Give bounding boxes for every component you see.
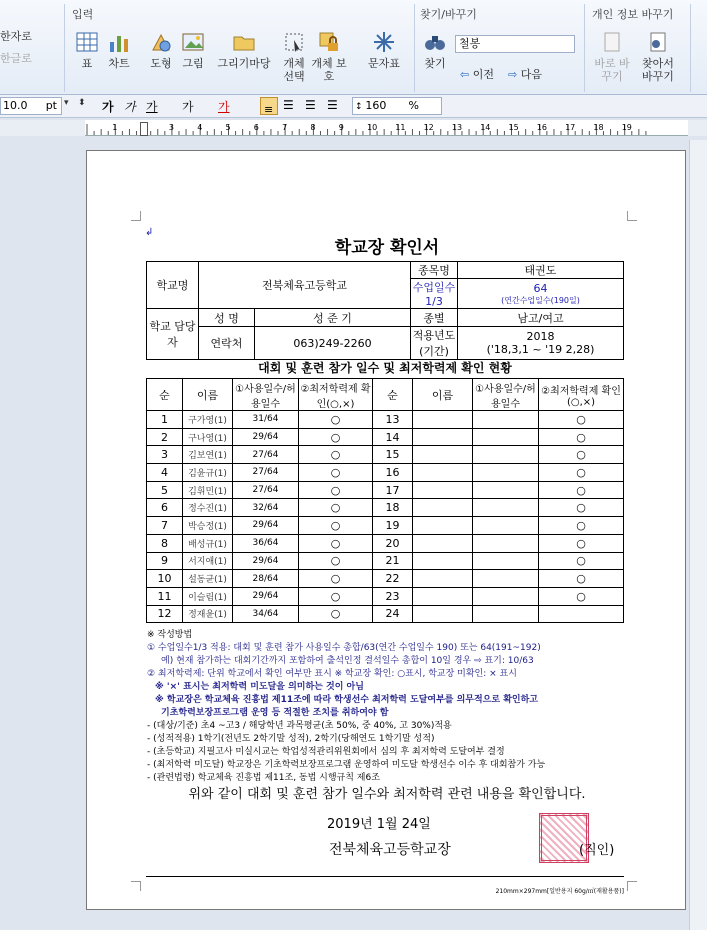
select-object-button[interactable]	[277, 30, 311, 83]
note-line: ① 수업일수1/3 적용: 대회 및 훈련 참가 사용일수 총합/63(연간 수업일수 190) 또는 64(191~192)	[147, 643, 541, 653]
ruler-label: 5	[225, 123, 231, 132]
row-days-2	[473, 411, 539, 429]
row-name-2	[413, 411, 473, 429]
row-mark: ○	[299, 587, 373, 605]
row-name: 구나영(1)	[183, 428, 233, 446]
ruler-label: 12	[423, 123, 434, 132]
ruler-label: 15	[508, 123, 519, 132]
row-days: 29/64	[233, 587, 299, 605]
row-mark: ○	[299, 428, 373, 446]
days-label: 수업일수 1/3	[411, 279, 458, 309]
row-mark: ○	[299, 481, 373, 499]
school-label: 학교명	[147, 262, 199, 309]
document-icon	[600, 30, 624, 54]
row-days-2	[473, 481, 539, 499]
ruler-label: 7	[282, 123, 288, 132]
ruler-label: 10	[367, 123, 378, 132]
row-days-2	[473, 446, 539, 464]
row-mark-2: ○	[539, 428, 624, 446]
col-no: 순	[147, 379, 183, 411]
italic-button[interactable]: 가	[124, 100, 136, 114]
symbol-icon	[372, 30, 396, 54]
row-name-2	[413, 587, 473, 605]
principal-name: 전북체육고등학교장	[329, 842, 451, 858]
align-center-icon[interactable]: ☰	[305, 98, 316, 112]
row-name: 김보연(1)	[183, 446, 233, 464]
table-row	[147, 517, 624, 535]
row-no-2: 19	[373, 517, 413, 535]
picture-button[interactable]	[178, 30, 208, 70]
row-name-2	[413, 605, 473, 623]
protect-object-button[interactable]	[311, 30, 347, 83]
row-days: 34/64	[233, 605, 299, 623]
underline-button[interactable]: 가	[146, 100, 158, 114]
col-name: 이름	[183, 379, 233, 411]
line-spacing-input[interactable]	[352, 97, 442, 115]
row-mark-2: ○	[539, 534, 624, 552]
row-no: 7	[147, 517, 183, 535]
row-name-2	[413, 499, 473, 517]
note-line: ※ 작성방법	[147, 630, 193, 640]
row-mark: ○	[299, 464, 373, 482]
table-row	[147, 587, 624, 605]
seal-label: (직인)	[579, 843, 615, 858]
row-days-2	[473, 517, 539, 535]
row-mark-2: ○	[539, 499, 624, 517]
align-justify-icon: ≡	[264, 103, 274, 116]
symbol-label: 문자표	[368, 57, 400, 70]
table-row	[147, 411, 624, 429]
ruler-label: 11	[395, 123, 406, 132]
select-object-label: 개체 선택	[283, 57, 305, 83]
ruler-label: 4	[197, 123, 203, 132]
sport-label: 종목명	[411, 262, 458, 279]
header-table	[146, 261, 624, 360]
symbol-button[interactable]	[364, 30, 404, 70]
replace-now-label: 바로 바꾸기	[594, 57, 630, 83]
group-find-title: 찾기/바꾸기	[420, 8, 477, 21]
footer-rule	[146, 876, 624, 877]
row-days-2	[473, 428, 539, 446]
row-days-2	[473, 605, 539, 623]
row-name-2	[413, 570, 473, 588]
row-name-2	[413, 552, 473, 570]
row-mark: ○	[299, 570, 373, 588]
table-row	[147, 464, 624, 482]
group-privacy-title: 개인 정보 바꾸기	[592, 8, 674, 21]
find-replace-label: 찾아서 바꾸기	[642, 57, 674, 83]
format-bar	[0, 95, 707, 118]
line-spacing-icon: ↕	[355, 102, 366, 112]
note-line: - (관련법령) 학교체육 진흥법 제11조, 동법 시행규칙 제6조	[147, 773, 380, 783]
row-days-2	[473, 552, 539, 570]
find-input[interactable]: 철봉	[455, 35, 575, 53]
participants-table	[146, 378, 624, 623]
doc-title: 학교장 확인서	[334, 238, 440, 258]
font-size-spinner[interactable]: ▾	[64, 98, 69, 108]
row-mark-2: ○	[539, 481, 624, 499]
vertical-scrollbar[interactable]	[689, 140, 707, 930]
table-row	[147, 570, 624, 588]
row-days: 27/64	[233, 464, 299, 482]
row-no-2: 23	[373, 587, 413, 605]
row-days-2	[473, 499, 539, 517]
line-spacing-unit: %	[408, 99, 419, 112]
table-row	[147, 499, 624, 517]
row-name: 김휘민(1)	[183, 481, 233, 499]
note-line: - (대상/기준) 초4 ~고3 / 해당학년 과목평균(초 50%, 중 40%, 고 30%)적용	[147, 721, 452, 731]
folder-icon	[232, 30, 256, 54]
row-mark-2: ○	[539, 570, 624, 588]
contact-label: 연락처	[199, 327, 255, 360]
row-name: 정수진(1)	[183, 499, 233, 517]
row-days: 31/64	[233, 411, 299, 429]
bold-button[interactable]: 가	[102, 100, 114, 114]
ruler-label: 18	[593, 123, 604, 132]
margin-corner-tl	[131, 211, 141, 221]
note-line: 기초학력보장프로그램 운영 등 적절한 조치를 취하여야 함	[161, 708, 389, 718]
find-replace-button[interactable]	[636, 30, 680, 83]
find-next-label: 다음	[520, 68, 542, 81]
ribbon-toolbar	[0, 0, 707, 95]
picture-label: 그림	[182, 57, 204, 70]
col-check: ②최저학력제 확인(○,×)	[299, 379, 373, 411]
note-line: ※ '×' 표시는 최저학력 미도달을 의미하는 것이 아님	[155, 682, 364, 692]
row-days: 36/64	[233, 534, 299, 552]
row-name: 정재윤(1)	[183, 605, 233, 623]
row-no: 1	[147, 411, 183, 429]
ruler-label: 6	[253, 123, 259, 132]
row-days: 27/64	[233, 481, 299, 499]
chart-icon	[107, 30, 131, 54]
row-mark-2: ○	[539, 587, 624, 605]
row-days: 27/64	[233, 446, 299, 464]
row-name: 서지애(1)	[183, 552, 233, 570]
table-label: 표	[81, 57, 93, 70]
ruler-label: 17	[565, 123, 576, 132]
row-days: 28/64	[233, 570, 299, 588]
select-object-icon	[282, 30, 306, 54]
row-name: 배성규(1)	[183, 534, 233, 552]
find-next-button[interactable]	[508, 68, 542, 81]
row-no-2: 15	[373, 446, 413, 464]
document-page	[86, 150, 686, 910]
ruler-ticks	[85, 120, 688, 136]
ruler-label: 3	[168, 123, 174, 132]
manager-label: 학교 담당자	[147, 309, 199, 360]
font-size-input[interactable]	[0, 97, 62, 115]
row-no: 12	[147, 605, 183, 623]
row-mark: ○	[299, 534, 373, 552]
row-no: 11	[147, 587, 183, 605]
col-no-2: 순	[373, 379, 413, 411]
strike-button[interactable]: 가	[182, 100, 194, 114]
protect-object-label: 개체 보호	[311, 57, 347, 83]
row-name: 설동균(1)	[183, 570, 233, 588]
year-value: 2018	[526, 330, 555, 343]
ruler-label: 1	[112, 123, 118, 132]
align-right-icon[interactable]: ☰	[327, 98, 338, 112]
table-row	[147, 552, 624, 570]
row-no: 2	[147, 428, 183, 446]
note-line: - (최저학력 미도달) 학교장은 기초학력보장프로그램 운영하여 미도달 학생선수 이수 후 대회참가 가능	[147, 760, 546, 770]
table-row	[147, 428, 624, 446]
gender-value: 남고/여고	[458, 309, 624, 327]
row-days-2	[473, 464, 539, 482]
table-icon	[75, 30, 99, 54]
row-days-2	[473, 534, 539, 552]
row-mark-2: ○	[539, 464, 624, 482]
ruler-label: 14	[480, 123, 491, 132]
row-no-2: 24	[373, 605, 413, 623]
row-days: 29/64	[233, 552, 299, 570]
contact-value: 063)249-2260	[255, 327, 411, 360]
note-line: - (초등학교) 지필고사 미실시교는 학업성적관리위원회에서 심의 후 최저학력 도달여부 결정	[147, 747, 505, 757]
margin-corner-tr	[627, 211, 637, 221]
row-mark-2: ○	[539, 517, 624, 535]
row-no-2: 13	[373, 411, 413, 429]
row-no: 3	[147, 446, 183, 464]
margin-corner-bl	[131, 881, 141, 891]
table-button[interactable]	[72, 30, 102, 70]
line-spacing-value: 160	[365, 99, 387, 112]
row-days-2	[473, 570, 539, 588]
row-name-2	[413, 428, 473, 446]
find-prev-button[interactable]	[460, 68, 494, 81]
row-no: 8	[147, 534, 183, 552]
ruler-label: 19	[621, 123, 632, 132]
row-name: 구가영(1)	[183, 411, 233, 429]
drawing-gallery-button[interactable]	[214, 30, 274, 70]
hangul-convert-button[interactable]: 한글로	[0, 52, 32, 65]
align-left-icon[interactable]: ☰	[283, 98, 294, 112]
ruler-label: 8	[310, 123, 316, 132]
row-days-2	[473, 587, 539, 605]
row-no-2: 16	[373, 464, 413, 482]
row-mark: ○	[299, 552, 373, 570]
row-no-2: 14	[373, 428, 413, 446]
note-line: - (성적적용) 1학기(전년도 2학기말 성적), 2학기(당해연도 1학기말 성적)	[147, 734, 435, 744]
font-color-button[interactable]: 가	[218, 100, 230, 114]
shape-button[interactable]	[146, 30, 176, 70]
row-no: 6	[147, 499, 183, 517]
row-mark: ○	[299, 605, 373, 623]
confirm-text: 위와 같이 대회 및 훈련 참가 일수와 최저학력 관련 내용을 확인합니다.	[188, 787, 586, 802]
row-mark: ○	[299, 446, 373, 464]
gender-label: 종별	[411, 309, 458, 327]
school-value: 전북체육고등학교	[199, 262, 411, 309]
hanja-convert-button[interactable]: 한자로	[0, 30, 32, 43]
drawing-gallery-label: 그리기마당	[217, 57, 271, 70]
paragraph-mark: ↲	[145, 227, 154, 238]
picture-icon	[181, 30, 205, 54]
align-justify-button[interactable]	[260, 97, 278, 115]
row-mark: ○	[299, 499, 373, 517]
row-no: 5	[147, 481, 183, 499]
row-days: 29/64	[233, 428, 299, 446]
replace-now-button[interactable]	[592, 30, 632, 83]
ruler-label: 9	[338, 123, 344, 132]
name-label: 성 명	[199, 309, 255, 327]
binoculars-icon	[423, 30, 447, 54]
table-row	[147, 534, 624, 552]
row-mark: ○	[299, 517, 373, 535]
row-mark-2: ○	[539, 446, 624, 464]
name-value: 성 준 기	[255, 309, 411, 327]
lock-icon	[317, 30, 341, 54]
row-name: 이슬림(1)	[183, 587, 233, 605]
table-row	[147, 481, 624, 499]
row-no: 10	[147, 570, 183, 588]
days-note: (연간수업일수(190일)	[501, 295, 580, 305]
confirm-date: 2019년 1월 24일	[327, 817, 431, 832]
font-size-stepper[interactable]: ⬍	[78, 98, 86, 108]
row-name-2	[413, 446, 473, 464]
row-mark: ○	[299, 411, 373, 429]
row-mark-2: ○	[539, 552, 624, 570]
indent-marker[interactable]	[140, 122, 148, 136]
margin-corner-br	[627, 881, 637, 891]
col-name-2: 이름	[413, 379, 473, 411]
table-row	[147, 605, 624, 623]
font-size-unit: pt	[45, 99, 57, 112]
col-use: ①사용일수/허용일수	[233, 379, 299, 411]
row-no-2: 21	[373, 552, 413, 570]
row-mark-2	[539, 605, 624, 623]
row-no-2: 17	[373, 481, 413, 499]
row-no-2: 18	[373, 499, 413, 517]
note-line: ② 최저학력제: 단위 학교에서 확인 여부만 표시 ※ 학교장 확인: ○표시, 학교장 미확인: × 표시	[147, 669, 517, 679]
row-no-2: 20	[373, 534, 413, 552]
arrow-right-icon: ⇨	[508, 68, 518, 81]
row-days: 32/64	[233, 499, 299, 517]
row-no-2: 22	[373, 570, 413, 588]
find-replace-icon	[646, 30, 670, 54]
row-name: 박승정(1)	[183, 517, 233, 535]
chart-label: 차트	[108, 57, 130, 70]
section-title: 대회 및 훈련 참가 일수 및 최저학력제 확인 현황	[258, 361, 512, 375]
row-name-2	[413, 481, 473, 499]
ruler-label: 13	[451, 123, 463, 132]
row-name: 김윤규(1)	[183, 464, 233, 482]
group-input-title: 입력	[72, 8, 94, 21]
days-value: 64	[533, 281, 548, 295]
ruler-label: 16	[536, 123, 547, 132]
arrow-left-icon: ⇦	[460, 68, 470, 81]
row-name-2	[413, 534, 473, 552]
year-label: 적용년도 (기간)	[411, 327, 458, 360]
row-name-2	[413, 517, 473, 535]
col-check-2: ②최저학력제 확인(○,×)	[539, 379, 624, 411]
paper-spec: 210mm×297mm[일반용지 60g/㎡(재활용품)]	[495, 888, 624, 895]
shape-label: 도형	[150, 57, 172, 70]
find-label: 찾기	[424, 57, 446, 70]
row-name-2	[413, 464, 473, 482]
chart-button[interactable]	[104, 30, 134, 70]
year-range: ('18,3,1 ~ '19 2,28)	[486, 343, 595, 356]
find-button[interactable]	[420, 30, 450, 70]
row-no: 4	[147, 464, 183, 482]
note-line: 예) 현재 참가하는 대회기간까지 포함하여 출석인정 결석일수 총합이 10일 경우 ⇨ 표기: 10/63	[161, 656, 534, 666]
col-use-2: ①사용일수/허용일수	[473, 379, 539, 411]
find-prev-label: 이전	[472, 68, 494, 81]
shape-icon	[149, 30, 173, 54]
row-days: 29/64	[233, 517, 299, 535]
table-row	[147, 446, 624, 464]
row-mark-2: ○	[539, 411, 624, 429]
font-size-value: 10.0	[3, 99, 28, 112]
row-no: 9	[147, 552, 183, 570]
sport-value: 태권도	[458, 262, 624, 279]
note-line: ※ 학교장은 학교체육 진흥법 제11조에 따라 학생선수 최저학력 도달여부를 의무적으로 확인하고	[155, 695, 538, 705]
horizontal-ruler[interactable]	[85, 120, 688, 136]
